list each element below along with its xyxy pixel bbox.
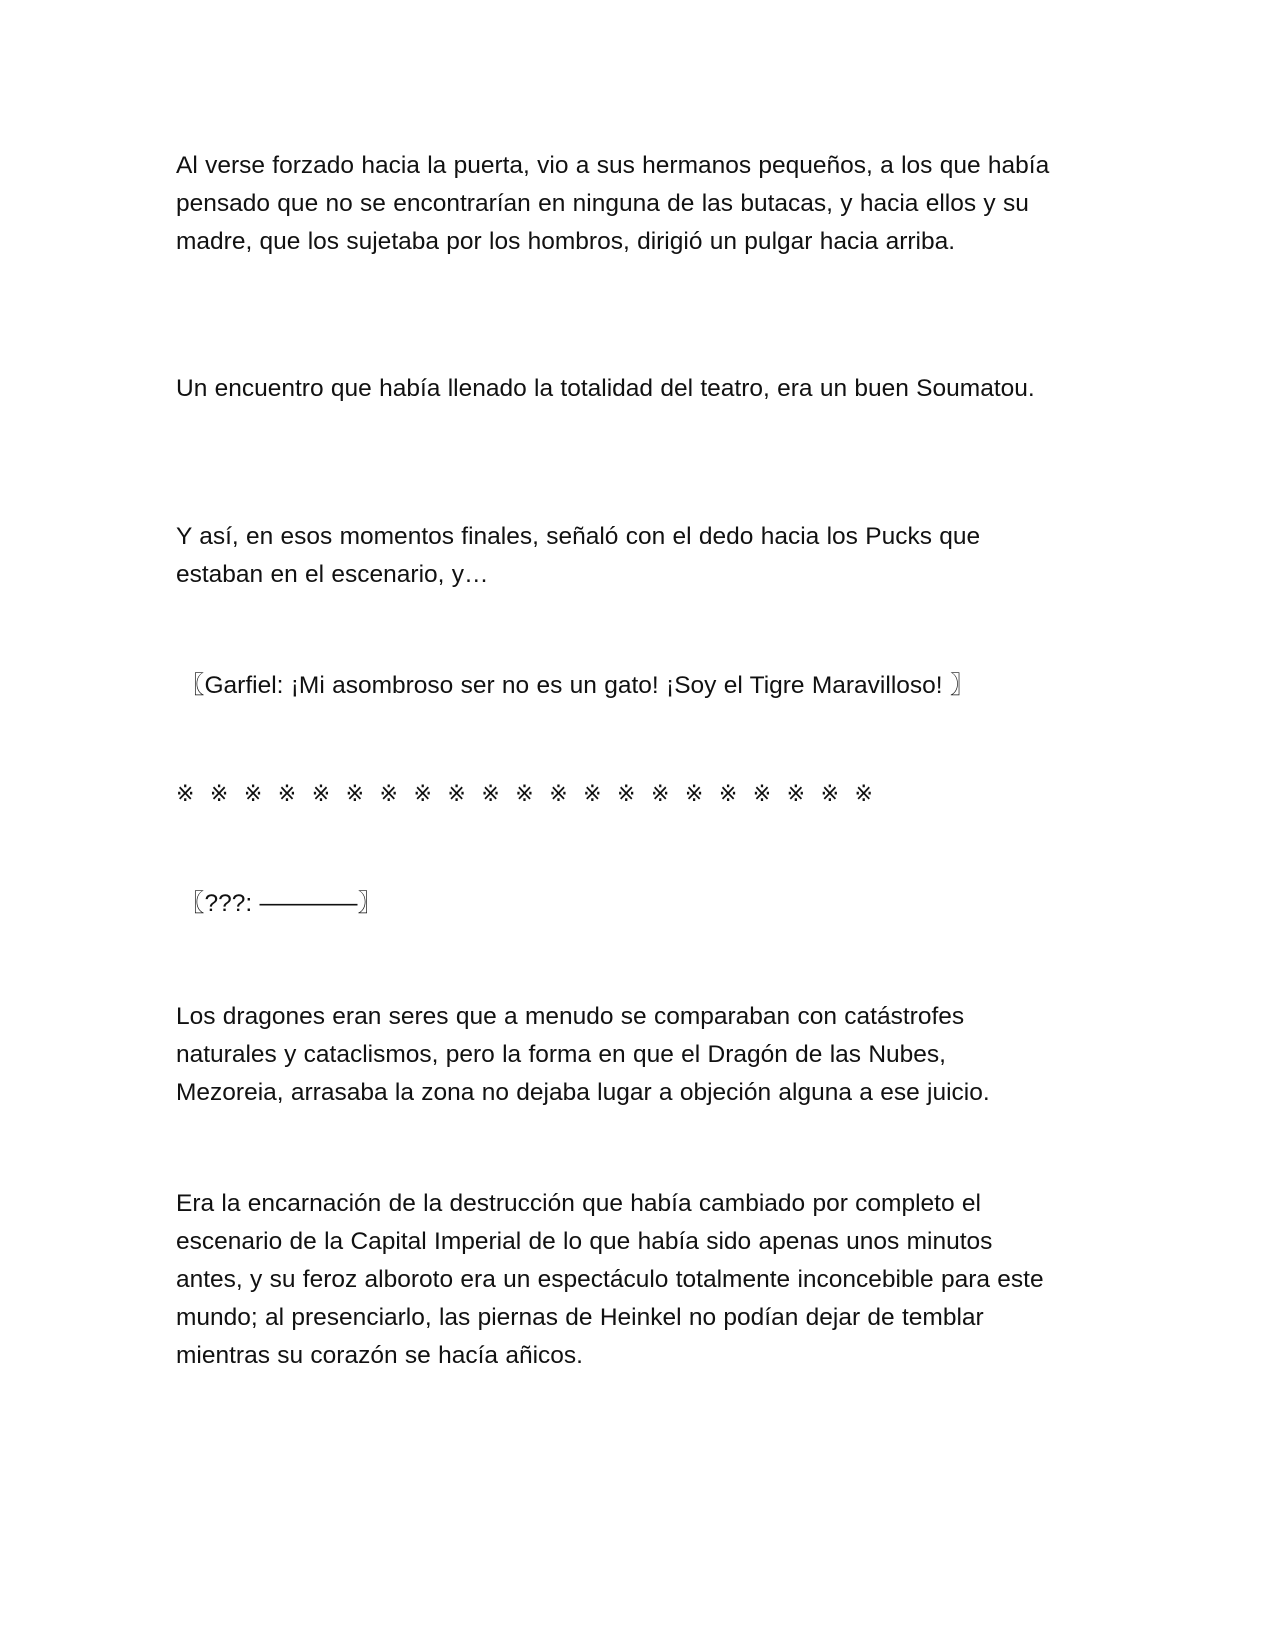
- dialogue-unknown: 〖???: ————〗: [180, 890, 382, 917]
- paragraph-3: Y así, en esos momentos finales, señaló con el dedo hacia los Pucks que estaban en el escenario, y…: [176, 523, 981, 588]
- scene-separator: ※ ※ ※ ※ ※ ※ ※ ※ ※ ※ ※ ※ ※ ※ ※ ※ ※ ※ ※ ※ ※: [176, 782, 877, 807]
- paragraph-2: Un encuentro que había llenado la totalidad del teatro, era un buen Soumatou.: [176, 375, 1035, 402]
- paragraph-5: Era la encarnación de la destrucción que había cambiado por completo el escenario de la Capital Imperial de lo que había sido apenas unos minutos antes, y su feroz alboroto era un espectáculo totalmente inconcebible para este mundo; al presenciarlo, las piernas de Heinkel no podían dejar de temblar mientras su corazón se hacía añicos.: [176, 1190, 1044, 1369]
- dialogue-garfiel: 〖Garfiel: ¡Mi asombroso ser no es un gato! ¡Soy el Tigre Maravilloso! 〗: [180, 672, 975, 699]
- paragraph-1: Al verse forzado hacia la puerta, vio a sus hermanos pequeños, a los que había pensado que no se encontrarían en ninguna de las butacas, y hacia ellos y su madre, que los sujetaba por los hombros, dirigió un pulgar hacia arriba.: [176, 152, 1050, 255]
- paragraph-4: Los dragones eran seres que a menudo se comparaban con catástrofes naturales y cataclismos, pero la forma en que el Dragón de las Nubes, Mezoreia, arrasaba la zona no dejaba lugar a objeción alguna a ese juicio.: [176, 1003, 990, 1106]
